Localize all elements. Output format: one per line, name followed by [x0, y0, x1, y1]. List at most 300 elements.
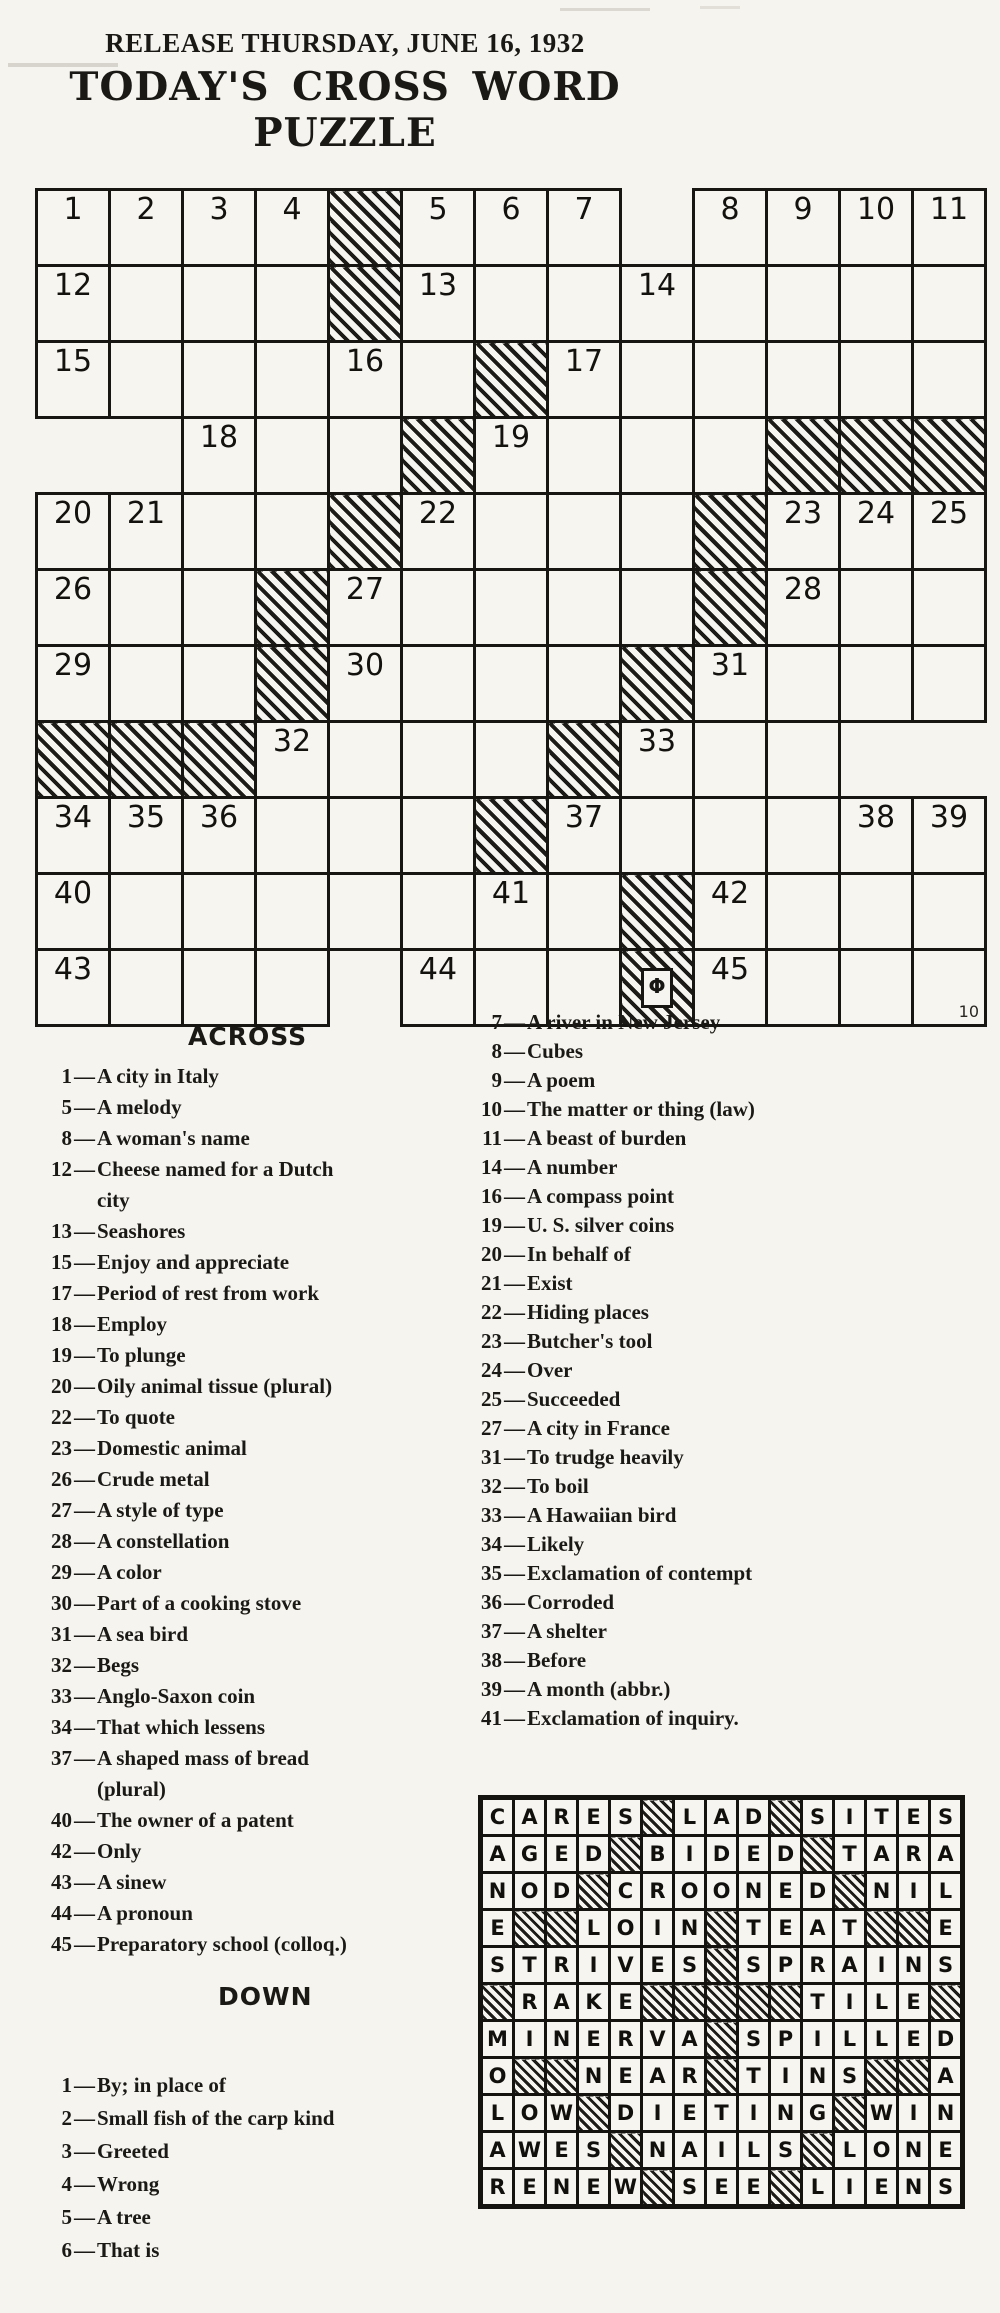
solution-black-cell	[642, 2169, 674, 2207]
clue-dash: —	[74, 2238, 95, 2262]
clue-number: 20	[51, 1374, 72, 1398]
clue-number: 32	[51, 1653, 72, 1677]
grid-cell[interactable]	[694, 266, 767, 342]
solution-cell: S	[578, 2132, 610, 2169]
clue-dash: —	[74, 1870, 95, 1894]
clue-item	[40, 1247, 366, 1278]
grid-cell[interactable]	[475, 646, 548, 722]
grid-cell[interactable]	[475, 494, 548, 570]
grid-cell[interactable]	[913, 570, 986, 646]
grid-cell[interactable]	[621, 798, 694, 874]
grid-cell[interactable]	[256, 722, 329, 798]
grid-cell[interactable]	[110, 570, 183, 646]
clue-item	[466, 1211, 976, 1240]
clue-number: 9	[491, 1068, 502, 1092]
grid-cell[interactable]	[621, 342, 694, 418]
clue-text: Succeeded	[527, 1387, 621, 1411]
solution-cell: I	[834, 2169, 866, 2207]
clue-text: Butcher's tool	[527, 1329, 653, 1353]
grid-cell[interactable]	[183, 646, 256, 722]
clue-item	[466, 1443, 976, 1472]
solution-cell: D	[706, 1836, 738, 1873]
cell-number: 17	[564, 344, 604, 379]
solution-black-cell	[546, 1910, 578, 1947]
clue-dash: —	[504, 1068, 525, 1092]
grid-cell[interactable]	[621, 418, 694, 494]
clue-number: 2	[61, 2106, 72, 2130]
solution-cell: R	[546, 1798, 578, 1836]
black-cell	[110, 722, 183, 798]
solution-cell: E	[738, 1836, 770, 1873]
black-cell	[475, 798, 548, 874]
clue-item	[40, 1402, 366, 1433]
clue-dash: —	[504, 1590, 525, 1614]
solution-cell: O	[706, 1873, 738, 1910]
black-cell	[913, 418, 986, 494]
solution-cell: N	[898, 2169, 930, 2207]
black-cell	[475, 342, 548, 418]
grid-cell[interactable]	[913, 342, 986, 418]
grid-cell[interactable]	[548, 798, 621, 874]
clue-text: Employ	[97, 1312, 168, 1336]
grid-cell[interactable]	[110, 494, 183, 570]
grid-cell[interactable]	[183, 266, 256, 342]
solution-cell: R	[898, 1836, 930, 1873]
clue-dash: —	[74, 1808, 95, 1832]
solution-cell: L	[738, 2132, 770, 2169]
solution-cell: N	[578, 2058, 610, 2095]
grid-cell[interactable]	[329, 874, 402, 950]
clue-item	[40, 1092, 366, 1123]
grid-cell[interactable]	[694, 342, 767, 418]
solution-cell: A	[834, 1947, 866, 1984]
clue-item	[40, 1557, 366, 1588]
grid-cell[interactable]	[767, 342, 840, 418]
grid-cell[interactable]	[329, 342, 402, 418]
clue-text: A poem	[527, 1068, 596, 1092]
clue-number: 32	[481, 1474, 502, 1498]
solution-cell: V	[642, 2021, 674, 2058]
grid-cell[interactable]	[840, 190, 913, 266]
clue-item	[40, 2135, 366, 2168]
solution-cell: L	[834, 2021, 866, 2058]
grid-cell[interactable]	[767, 646, 840, 722]
grid-cell[interactable]	[402, 494, 475, 570]
clue-text: Seashores	[97, 1219, 186, 1243]
grid-cell[interactable]	[402, 950, 475, 1026]
grid-cell[interactable]	[548, 266, 621, 342]
grid-cell[interactable]	[402, 798, 475, 874]
grid-cell[interactable]	[256, 494, 329, 570]
solution-cell: T	[834, 1836, 866, 1873]
printers-mark: Φ	[641, 968, 673, 1008]
solution-black-cell	[738, 1984, 770, 2021]
clue-text: A month (abbr.)	[527, 1677, 671, 1701]
black-cell	[621, 874, 694, 950]
grid-cell[interactable]	[110, 266, 183, 342]
clue-number: 23	[51, 1436, 72, 1460]
grid-cell[interactable]	[913, 646, 986, 722]
grid-cell[interactable]	[110, 874, 183, 950]
clue-text: A tree	[97, 2205, 151, 2229]
clue-item	[40, 2234, 366, 2267]
grid-cell[interactable]	[37, 874, 110, 950]
grid-cell[interactable]	[840, 494, 913, 570]
clue-text: To boil	[527, 1474, 589, 1498]
grid-cell[interactable]	[256, 266, 329, 342]
clue-item	[466, 1530, 976, 1559]
grid-cell[interactable]	[548, 646, 621, 722]
solution-cell: L	[674, 1798, 706, 1836]
grid-cell[interactable]	[475, 570, 548, 646]
grid-cell[interactable]	[256, 798, 329, 874]
clue-number: 29	[51, 1560, 72, 1584]
solution-cell: I	[834, 1798, 866, 1836]
cell-number: 34	[53, 800, 93, 835]
cell-number: 19	[491, 420, 531, 455]
solution-black-cell	[770, 2169, 802, 2207]
grid-cell[interactable]	[621, 266, 694, 342]
clue-text: U. S. silver coins	[527, 1213, 675, 1237]
grid-cell[interactable]	[402, 266, 475, 342]
solution-black-cell	[546, 2058, 578, 2095]
clue-dash: —	[74, 1622, 95, 1646]
solution-cell: E	[706, 2169, 738, 2207]
grid-cell[interactable]	[913, 190, 986, 266]
cell-number: 13	[418, 268, 458, 303]
cell-number: 26	[53, 572, 93, 607]
grid-cell[interactable]	[840, 342, 913, 418]
solution-cell: I	[802, 2021, 834, 2058]
grid-cell[interactable]	[110, 798, 183, 874]
clue-text: That which lessens	[97, 1715, 266, 1739]
clue-text: Cheese named for a Dutch city	[97, 1157, 334, 1212]
grid-cell[interactable]	[183, 418, 256, 494]
grid-cell[interactable]	[329, 722, 402, 798]
grid-cell[interactable]	[183, 342, 256, 418]
grid-cell[interactable]	[548, 190, 621, 266]
grid-cell[interactable]	[913, 798, 986, 874]
solution-cell: N	[674, 1910, 706, 1947]
grid-cell[interactable]	[37, 190, 110, 266]
void-cell	[37, 418, 110, 494]
grid-cell[interactable]	[37, 342, 110, 418]
clue-text: Oily animal tissue (plural)	[97, 1374, 333, 1398]
clue-dash: —	[504, 1677, 525, 1701]
cell-number: 8	[720, 192, 740, 227]
grid-cell[interactable]	[767, 190, 840, 266]
solution-cell: A	[866, 1836, 898, 1873]
grid-cell[interactable]	[110, 190, 183, 266]
clue-dash: —	[504, 1329, 525, 1353]
grid-cell[interactable]	[694, 646, 767, 722]
grid-cell[interactable]	[767, 722, 840, 798]
solution-cell: A	[674, 2132, 706, 2169]
clue-dash: —	[74, 1498, 95, 1522]
grid-cell[interactable]	[37, 798, 110, 874]
grid-cell[interactable]	[694, 722, 767, 798]
clue-item	[466, 1095, 976, 1124]
grid-cell[interactable]	[256, 342, 329, 418]
clue-dash: —	[504, 1706, 525, 1730]
clue-text: Preparatory school (colloq.)	[97, 1932, 347, 1956]
cell-number: 21	[126, 496, 166, 531]
clue-item	[40, 1495, 366, 1526]
solution-cell: R	[642, 1873, 674, 1910]
clue-dash: —	[504, 1474, 525, 1498]
grid-cell[interactable]	[183, 874, 256, 950]
grid-cell[interactable]	[256, 190, 329, 266]
cell-number: 33	[637, 724, 677, 759]
clue-text: Only	[97, 1839, 142, 1863]
solution-cell: S	[770, 2132, 802, 2169]
grid-cell[interactable]	[694, 874, 767, 950]
corner-mark: 10	[958, 1002, 979, 1021]
solution-black-cell	[802, 2132, 834, 2169]
clue-dash: —	[74, 1591, 95, 1615]
clue-number: 14	[481, 1155, 502, 1179]
grid-cell[interactable]	[548, 570, 621, 646]
grid-cell[interactable]	[475, 722, 548, 798]
clue-number: 1	[61, 1064, 72, 1088]
grid-cell[interactable]	[329, 646, 402, 722]
solution-cell: N	[802, 2058, 834, 2095]
cell-number: 28	[783, 572, 823, 607]
clue-dash: —	[504, 1416, 525, 1440]
clue-number: 6	[61, 2238, 72, 2262]
solution-cell: N	[642, 2132, 674, 2169]
grid-cell[interactable]	[329, 418, 402, 494]
solution-black-cell	[770, 1798, 802, 1836]
grid-cell[interactable]	[475, 418, 548, 494]
grid-cell[interactable]	[913, 874, 986, 950]
solution-cell: D	[546, 1873, 578, 1910]
clue-item	[40, 2201, 366, 2234]
clue-dash: —	[74, 1746, 95, 1770]
solution-cell: I	[578, 1947, 610, 1984]
clue-text: Over	[527, 1358, 573, 1382]
black-cell	[694, 570, 767, 646]
grid-cell[interactable]	[475, 190, 548, 266]
clue-item	[40, 1464, 366, 1495]
clue-item	[40, 1805, 366, 1836]
grid-cell[interactable]	[183, 798, 256, 874]
clue-item	[40, 1154, 366, 1216]
solution-cell: L	[834, 2132, 866, 2169]
cell-number: 1	[63, 192, 83, 227]
solution-black-cell	[610, 2132, 642, 2169]
grid-cell[interactable]	[548, 494, 621, 570]
cell-number: 40	[53, 876, 93, 911]
grid-cell[interactable]	[548, 874, 621, 950]
solution-cell: A	[674, 2021, 706, 2058]
solution-black-cell	[578, 1873, 610, 1910]
grid-cell[interactable]	[402, 722, 475, 798]
clue-item	[40, 1526, 366, 1557]
clue-item	[40, 1433, 366, 1464]
clue-text: A city in Italy	[97, 1064, 219, 1088]
across-clue-list	[40, 1061, 366, 1960]
clue-item	[466, 1124, 976, 1153]
grid-cell[interactable]	[840, 570, 913, 646]
clue-dash: —	[74, 1436, 95, 1460]
solution-cell: W	[866, 2095, 898, 2132]
clue-number: 7	[491, 1010, 502, 1034]
clue-text: To trudge heavily	[527, 1445, 684, 1469]
clue-item	[40, 1123, 366, 1154]
cell-number: 32	[272, 724, 312, 759]
clue-dash: —	[74, 1684, 95, 1708]
clue-number: 23	[481, 1329, 502, 1353]
clue-dash: —	[74, 2172, 95, 2196]
solution-cell: A	[930, 1836, 963, 1873]
solution-cell: B	[642, 1836, 674, 1873]
clue-text: Wrong	[97, 2172, 160, 2196]
solution-black-cell	[642, 1798, 674, 1836]
solution-black-cell	[706, 1984, 738, 2021]
solution-cell: O	[866, 2132, 898, 2169]
clue-number: 18	[51, 1312, 72, 1336]
cell-number: 44	[418, 952, 458, 987]
grid-cell[interactable]	[110, 646, 183, 722]
clue-number: 24	[481, 1358, 502, 1382]
clue-number: 21	[481, 1271, 502, 1295]
grid-cell[interactable]	[402, 646, 475, 722]
solution-cell: E	[866, 2169, 898, 2207]
black-cell	[767, 418, 840, 494]
black-cell	[329, 266, 402, 342]
black-cell	[548, 722, 621, 798]
cell-number: 37	[564, 800, 604, 835]
solution-cell: T	[834, 1910, 866, 1947]
solution-cell: G	[802, 2095, 834, 2132]
solution-cell: N	[546, 2169, 578, 2207]
solution-cell: E	[770, 1873, 802, 1910]
grid-cell[interactable]	[840, 266, 913, 342]
solution-grid	[478, 1795, 965, 2209]
solution-cell: E	[546, 1836, 578, 1873]
left-clue-column	[40, 1010, 366, 2267]
clue-text: A shaped mass of bread (plural)	[97, 1746, 309, 1801]
cell-number: 36	[199, 800, 239, 835]
clue-text: Exist	[527, 1271, 573, 1295]
clue-dash: —	[74, 1560, 95, 1584]
cell-number: 22	[418, 496, 458, 531]
grid-cell[interactable]	[402, 190, 475, 266]
grid-cell[interactable]	[475, 874, 548, 950]
clue-text: A number	[527, 1155, 618, 1179]
grid-cell[interactable]	[183, 190, 256, 266]
solution-black-cell	[930, 1984, 963, 2021]
solution-cell: T	[802, 1984, 834, 2021]
grid-cell[interactable]	[37, 266, 110, 342]
grid-cell[interactable]	[767, 494, 840, 570]
clue-text: To plunge	[97, 1343, 186, 1367]
solution-cell: O	[514, 1873, 546, 1910]
grid-cell[interactable]	[621, 570, 694, 646]
grid-cell[interactable]	[110, 342, 183, 418]
clue-number: 40	[51, 1808, 72, 1832]
solution-cell: W	[514, 2132, 546, 2169]
clue-text: Exclamation of contempt	[527, 1561, 753, 1585]
clue-item	[466, 1414, 976, 1443]
clue-text: A color	[97, 1560, 162, 1584]
solution-cell: E	[770, 1910, 802, 1947]
solution-cell: C	[481, 1798, 514, 1836]
grid-cell[interactable]	[183, 494, 256, 570]
clue-number: 42	[51, 1839, 72, 1863]
cell-number: 39	[929, 800, 969, 835]
solution-cell: E	[578, 1798, 610, 1836]
grid-cell[interactable]	[767, 798, 840, 874]
grid-cell[interactable]	[37, 646, 110, 722]
clue-text: Small fish of the carp kind	[97, 2106, 335, 2130]
cell-number: 25	[929, 496, 969, 531]
grid-cell[interactable]	[402, 342, 475, 418]
grid-cell[interactable]	[621, 722, 694, 798]
grid-cell[interactable]	[694, 190, 767, 266]
down-clue-list-right	[466, 1008, 976, 1733]
clue-dash: —	[74, 1250, 95, 1274]
grid-cell[interactable]	[840, 874, 913, 950]
grid-cell[interactable]	[256, 418, 329, 494]
grid-cell[interactable]	[329, 570, 402, 646]
clue-item	[40, 1216, 366, 1247]
grid-cell[interactable]	[694, 418, 767, 494]
clue-number: 31	[481, 1445, 502, 1469]
grid-cell[interactable]	[329, 798, 402, 874]
across-heading: ACROSS	[188, 1022, 308, 1051]
clue-number: 36	[481, 1590, 502, 1614]
solution-cell: E	[610, 2058, 642, 2095]
grid-cell[interactable]	[183, 570, 256, 646]
grid-cell[interactable]	[256, 874, 329, 950]
void-cell	[913, 722, 986, 798]
clue-item	[40, 1898, 366, 1929]
grid-cell[interactable]	[402, 874, 475, 950]
grid-cell[interactable]	[840, 646, 913, 722]
grid-cell[interactable]	[402, 570, 475, 646]
grid-cell[interactable]	[548, 418, 621, 494]
clue-item	[466, 1501, 976, 1530]
grid-cell[interactable]	[913, 266, 986, 342]
grid-cell[interactable]	[767, 266, 840, 342]
grid-cell[interactable]	[475, 266, 548, 342]
grid-cell[interactable]	[37, 494, 110, 570]
grid-cell[interactable]	[767, 570, 840, 646]
clue-dash: —	[504, 1648, 525, 1672]
grid-cell[interactable]	[694, 798, 767, 874]
grid-cell[interactable]	[548, 342, 621, 418]
solution-cell: I	[642, 1910, 674, 1947]
clue-text: A style of type	[97, 1498, 224, 1522]
clue-text: The owner of a patent	[97, 1808, 294, 1832]
grid-cell[interactable]	[621, 494, 694, 570]
grid-cell[interactable]	[840, 798, 913, 874]
grid-cell[interactable]	[767, 874, 840, 950]
clue-number: 5	[61, 1095, 72, 1119]
clue-dash: —	[504, 1097, 525, 1121]
clue-dash: —	[74, 1374, 95, 1398]
release-line: RELEASE THURSDAY, JUNE 16, 1932	[105, 28, 585, 58]
print-artifact	[700, 6, 740, 9]
clue-number: 35	[481, 1561, 502, 1585]
clue-item	[40, 1340, 366, 1371]
grid-cell[interactable]	[913, 494, 986, 570]
clue-dash: —	[74, 1653, 95, 1677]
solution-cell: I	[834, 1984, 866, 2021]
grid-cell[interactable]	[37, 570, 110, 646]
